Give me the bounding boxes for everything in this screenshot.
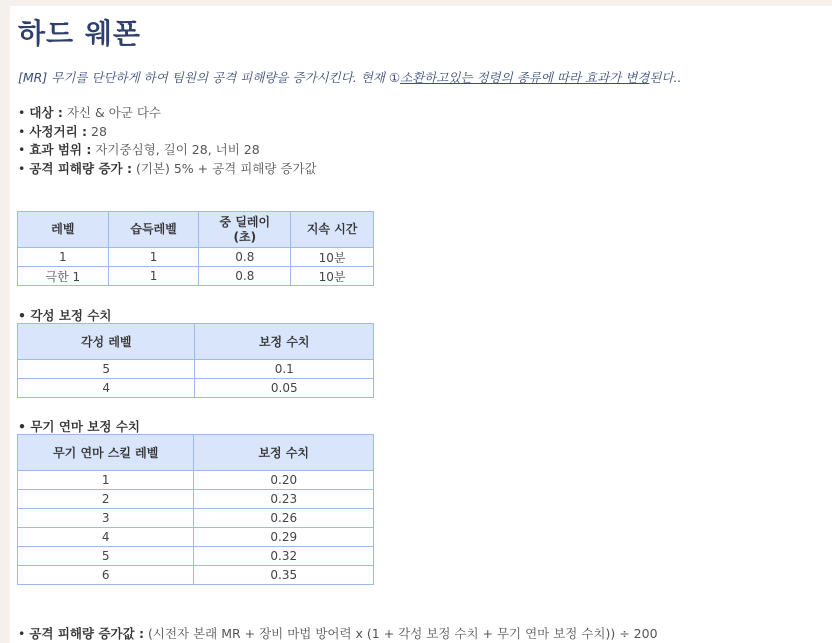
- awakening-table: [17, 323, 374, 398]
- page-title: 하드 웨폰: [18, 17, 141, 50]
- table-cell: 4: [18, 528, 194, 547]
- stat-label: 대상 :: [29, 105, 63, 120]
- stat-label: 공격 피해량 증가 :: [29, 160, 132, 176]
- table-row: [18, 509, 374, 528]
- table-cell: 4: [18, 379, 195, 398]
- table-row: [18, 360, 374, 379]
- stat-list: [18, 104, 317, 178]
- formula-value: (시전자 본래 MR + 장비 마법 방어력 x (1 + 각성 보정 수치 + 무기 연마 보정 수치)) ÷ 200: [148, 626, 658, 641]
- table-cell: 0.35: [194, 566, 374, 585]
- weapon-mastery-table-header: 보정 수치: [194, 435, 374, 471]
- stat-value: 자신 & 아군 다수: [66, 105, 161, 120]
- table-cell: 5: [18, 360, 195, 379]
- weapon-mastery-table-header: 무기 연마 스킬 레벨: [18, 435, 194, 471]
- level-table-header: 지속 시간: [291, 212, 374, 248]
- awakening-table-header: 각성 레벨: [18, 324, 195, 360]
- formula-label: 공격 피해량 증가값 :: [29, 626, 145, 641]
- table-cell: 3: [18, 509, 194, 528]
- damage-increase-formula: [18, 624, 658, 642]
- stat-target: [18, 104, 317, 123]
- level-table-header: 중 딜레이 (초): [199, 212, 291, 248]
- table-cell: 0.20: [194, 471, 374, 490]
- table-cell: 0.1: [195, 360, 374, 379]
- table-cell: 0.32: [194, 547, 374, 566]
- table-cell: 1: [18, 471, 194, 490]
- stat-damage-increase: [18, 160, 317, 179]
- table-row: [18, 528, 374, 547]
- stat-value: (기본) 5% + 공격 피해량 증가값: [135, 160, 317, 176]
- table-cell: 0.29: [194, 528, 374, 547]
- stat-label: 사정거리 :: [29, 123, 88, 139]
- level-table-header: 레벨: [18, 212, 109, 248]
- description-underlined: 소환하고있는 정령의 종류에 따라 효과가 변경: [400, 70, 650, 85]
- table-cell: 극한 1: [18, 267, 109, 286]
- table-row: [18, 379, 374, 398]
- stat-area: [18, 141, 317, 160]
- awakening-section-title: • 각성 보정 수치: [18, 306, 112, 324]
- skill-description: [18, 68, 818, 86]
- level-table: [17, 211, 374, 286]
- stat-value: 28: [91, 123, 107, 139]
- table-row: [18, 547, 374, 566]
- stat-range: [18, 123, 317, 142]
- table-cell: 0.26: [194, 509, 374, 528]
- table-cell: 5: [18, 547, 194, 566]
- table-cell: 10분: [291, 267, 374, 286]
- description-prefix: [MR] 무기를 단단하게 하여 팀원의 공격 피해량을 증가시킨다. 현재: [18, 70, 389, 85]
- description-suffix: 된다..: [649, 70, 682, 85]
- table-cell: 0.8: [199, 267, 291, 286]
- table-cell: 10분: [291, 248, 374, 267]
- table-row: [18, 566, 374, 585]
- table-cell: 0.05: [195, 379, 374, 398]
- table-cell: 2: [18, 490, 194, 509]
- table-row: [18, 267, 374, 286]
- table-cell: 0.23: [194, 490, 374, 509]
- table-cell: 6: [18, 566, 194, 585]
- weapon-mastery-table: [17, 434, 374, 585]
- awakening-table-header: 보정 수치: [195, 324, 374, 360]
- level-table-header: 습득레벨: [108, 212, 199, 248]
- table-cell: 1: [18, 248, 109, 267]
- table-row: [18, 248, 374, 267]
- table-cell: 0.8: [199, 248, 291, 267]
- circled-marker: ①: [388, 70, 401, 85]
- weapon-mastery-section-title: • 무기 연마 보정 수치: [18, 417, 140, 435]
- stat-label: 효과 범위 :: [29, 142, 92, 157]
- table-cell: 1: [108, 267, 199, 286]
- document-page: [10, 6, 832, 643]
- stat-value: 자기중심형, 길이 28, 너비 28: [95, 142, 260, 157]
- table-cell: 1: [108, 248, 199, 267]
- table-row: [18, 490, 374, 509]
- table-row: [18, 471, 374, 490]
